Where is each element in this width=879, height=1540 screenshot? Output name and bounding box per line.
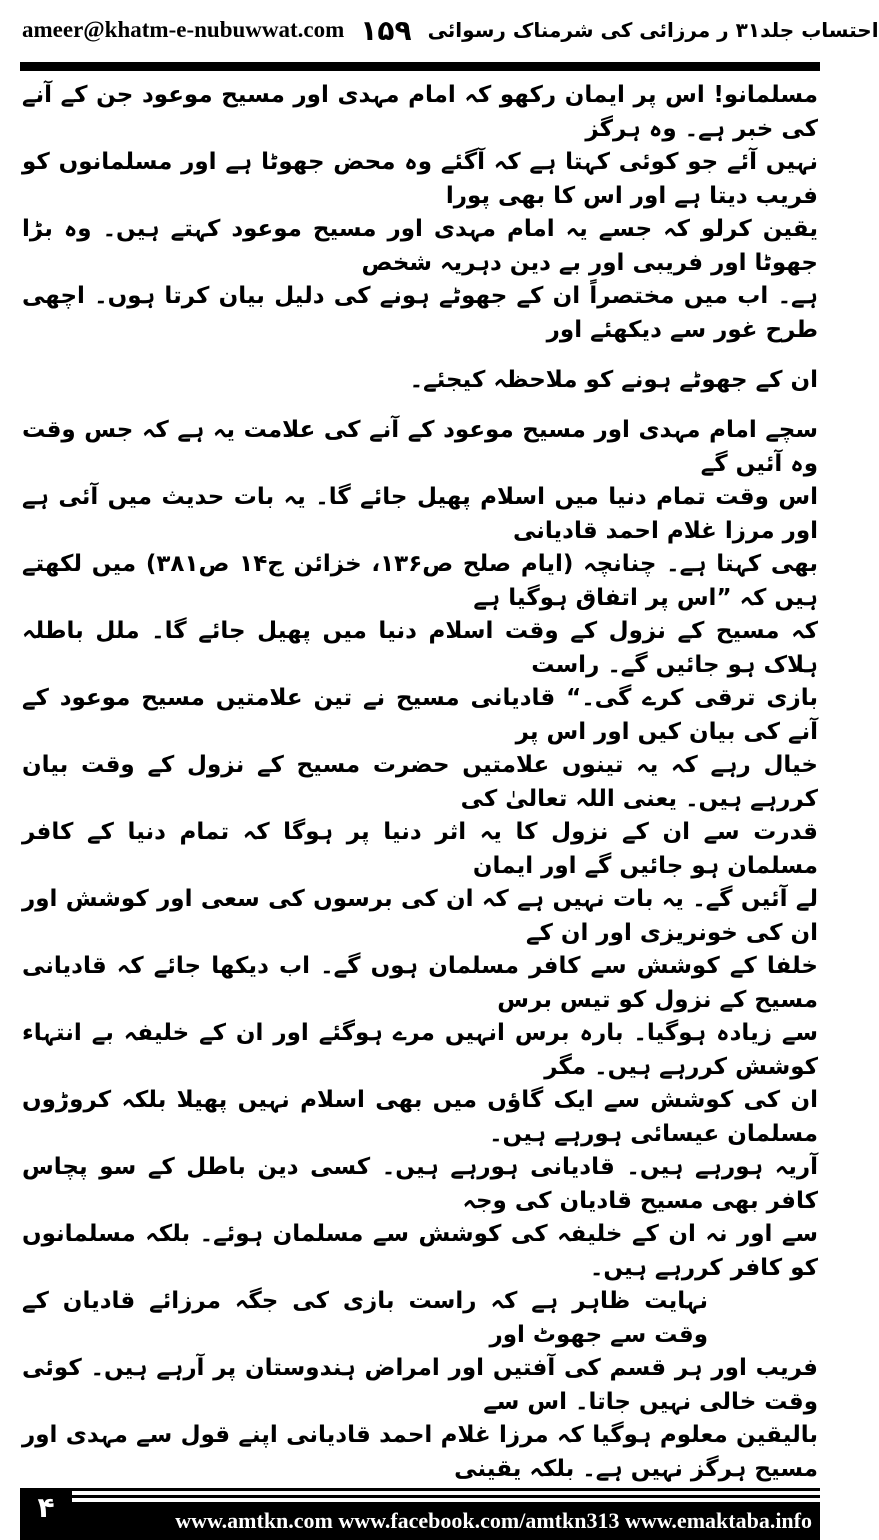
text-line: ان کی کوشش سے ایک گاؤں میں بھی اسلام نہیں پھیلا بلکہ کروڑوں مسلمان عیسائی ہورہے ہیں۔: [22, 1087, 818, 1147]
text-line: نہیں آئے جو کوئی کہتا ہے کہ آگئے وہ محض جھوٹا ہے اور مسلمانوں کو فریب دیتا ہے اور اس کا بھی پورا: [22, 149, 818, 209]
text-line: قدرت سے ان کے نزول کا یہ اثر دنیا پر ہوگا کہ تمام دنیا کے کافر مسلمان ہو جائیں گے اور ایمان: [22, 819, 818, 879]
footer-links: www.amtkn.com www.facebook.com/amtkn313 www.emaktaba.info: [72, 1502, 820, 1540]
footer-rule: [72, 1488, 820, 1491]
header-email: ameer@khatm-e-nubuwwat.com: [22, 17, 345, 42]
paragraph: [22, 79, 818, 414]
text-line: لے آئیں گے۔ یہ بات نہیں ہے کہ ان کی برسوں کی سعی اور کوشش اور ان کی خونریزی اور ان کے: [22, 886, 818, 946]
text-line: نہایت ظاہر ہے کہ راست بازی کی جگہ مرزائے قادیان کے وقت سے جھوٹ اور: [22, 1288, 708, 1348]
footer-rule: [72, 1495, 820, 1498]
text-line: آریہ ہورہے ہیں۔ قادیانی ہورہے ہیں۔ کسی دین باطل کے سو پچاس کافر بھی مسیح قادیان کی وجہ: [22, 1154, 818, 1214]
header-page-number: ۱۵۹: [360, 13, 412, 47]
footer-page-number: ۴: [20, 1488, 72, 1540]
text-line: کہ مسیح کے نزول کے وقت اسلام دنیا میں پھیل جائے گا۔ ملل باطلہ ہلاک ہو جائیں گے۔ راست: [22, 618, 818, 678]
text-line: فریب اور ہر قسم کی آفتیں اور امراض ہندوستان پر آرہے ہیں۔ کوئی وقت خالی نہیں جاتا۔ اس سے: [22, 1355, 818, 1415]
paragraph: [22, 414, 818, 1285]
text-line: بالیقین معلوم ہوگیا کہ مرزا غلام احمد قادیانی اپنے قول سے مہدی اور مسیح ہرگز نہیں ہے۔ بلکہ یقینی: [22, 1422, 818, 1482]
text-line: بھی کہتا ہے۔ چنانچہ (ایام صلح ص۱۳۶، خزائن ج۱۴ ص۳۸۱) میں لکھتے ہیں کہ ”اس پر اتفاق ہوگیا ہے: [22, 551, 818, 611]
body-text: [22, 79, 818, 1486]
text-line: سے زیادہ ہوگیا۔ بارہ برس انہیں مرے ہوگئے اور ان کے خلیفہ بے انتہاء کوشش کررہے ہیں۔ مگر: [22, 1020, 818, 1080]
text-line: ہے۔ اب میں مختصراً ان کے جھوٹے ہونے کی دلیل بیان کرتا ہوں۔ اچھی طرح غور سے دیکھئے اور: [22, 283, 818, 343]
paragraph: [22, 1285, 818, 1486]
text-line: سے اور نہ ان کے خلیفہ کی کوشش سے مسلمان ہوئے۔ بلکہ مسلمانوں کو کافر کررہے ہیں۔: [22, 1221, 818, 1281]
header-book-title: احتساب جلد۳۱ ر مرزائی کی شرمناک رسوائی: [427, 18, 879, 42]
text-line: سچے امام مہدی اور مسیح موعود کے آنے کی علامت یہ ہے کہ جس وقت وہ آئیں گے: [22, 417, 818, 477]
text-line: خلفا کے کوشش سے کافر مسلمان ہوں گے۔ اب دیکھا جائے کہ قادیانی مسیح کے نزول کو تیس برس: [22, 953, 818, 1013]
header-rule: [20, 62, 820, 71]
text-line: اس وقت تمام دنیا میں اسلام پھیل جائے گا۔ یہ بات حدیث میں آئی ہے اور مرزا غلام احمد قادیانی: [22, 484, 818, 544]
header-row: [22, 4, 879, 56]
text-line: مسلمانو! اس پر ایمان رکھو کہ امام مہدی اور مسیح موعود جن کے آنے کی خبر ہے۔ وہ ہرگز: [22, 82, 818, 142]
text-line: خیال رہے کہ یہ تینوں علامتیں حضرت مسیح کے نزول کے وقت بیان کررہے ہیں۔ یعنی اللہ تعالیٰ کی: [22, 752, 818, 812]
text-line: بازی ترقی کرے گی۔“ قادیانی مسیح نے تین علامتیں مسیح موعود کے آنے کی بیان کیں اور اس پر: [22, 685, 818, 745]
text-line: ان کے جھوٹے ہونے کو ملاحظہ کیجئے۔: [409, 367, 818, 393]
text-line: یقین کرلو کہ جسے یہ امام مہدی اور مسیح موعود کہتے ہیں۔ وہ بڑا جھوٹا اور فریبی اور بے دین دہریہ شخص: [22, 216, 818, 276]
